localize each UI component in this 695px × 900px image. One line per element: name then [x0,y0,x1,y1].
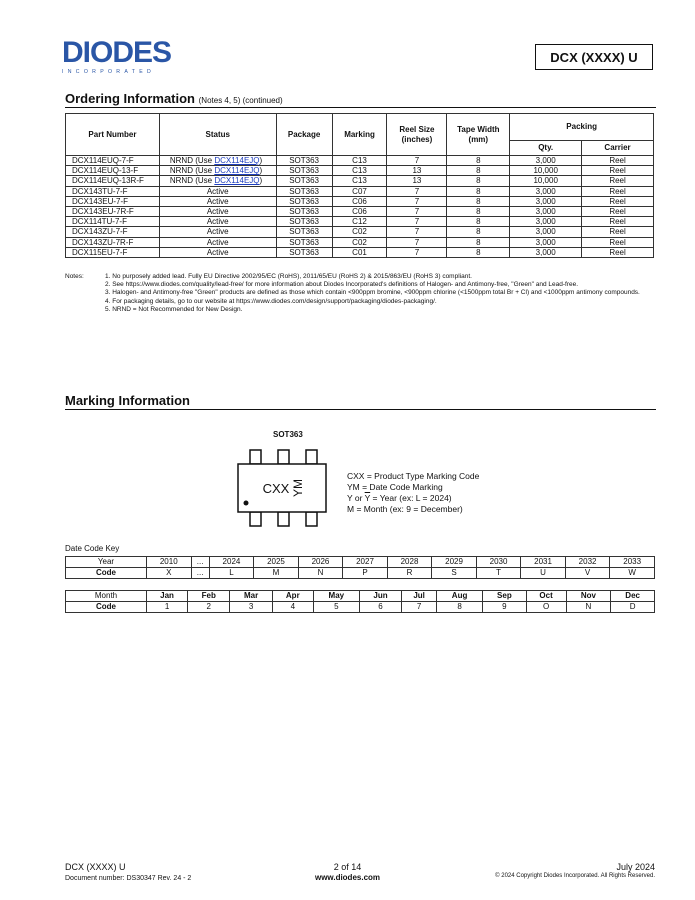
ordering-row [66,237,654,247]
pin1-dot [244,501,249,506]
cell-tape-width: 8 [447,237,510,247]
month-code-cell: 1 [147,602,188,613]
cell-carrier: Reel [582,237,654,247]
cell-status [159,156,276,166]
cell-reel-size: 7 [387,196,447,206]
package-label: SOT363 [273,430,303,439]
cell-tape-width: 8 [447,156,510,166]
logo-subtitle: INCORPORATED [62,69,156,75]
cell-status: Active [159,196,276,206]
note-item: 2. See https://www.diodes.com/quality/lead-free/ for more information about Diodes Incorporated's definitions of Halogen- and Antimony-free, "Green" and Lead-free. [105,281,579,289]
month-cell: Jul [402,591,437,602]
year-cell: 2028 [387,557,432,568]
month-code-cell: 5 [313,602,359,613]
status-text: ) [259,176,263,186]
year-code-cell: V [565,568,610,579]
year-code-cell: M [254,568,299,579]
month-cell: Nov [566,591,611,602]
diodes-logo [62,38,171,75]
cell-qty: 3,000 [510,196,582,206]
month-code-cell: D [611,602,655,613]
th-qty: Qty. [510,141,582,156]
cell-package: SOT363 [276,196,332,206]
status-text: NRND (Use [169,156,215,165]
ordering-title-text: Ordering Information [65,91,195,106]
year-cell: 2026 [298,557,343,568]
cell-tape-width: 8 [447,176,510,186]
cell-part-number: DCX114TU-7-F [66,217,160,227]
cell-part-number: DCX143ZU-7R-F [66,237,160,247]
cell-carrier: Reel [582,247,654,257]
status-text: NRND (Use [169,176,215,186]
cell-status [159,166,276,176]
code-header: Code [66,568,147,579]
cell-qty: 10,000 [510,176,582,186]
year-cell: 2025 [254,557,299,568]
month-code-table [65,590,655,613]
cell-part-number: DCX143EU-7R-F [66,207,160,217]
year-cell: 2027 [343,557,388,568]
replacement-part-link[interactable]: DCX114EJQ [214,156,260,165]
footer-date: July 2024 [616,862,655,872]
cell-marking: C02 [332,227,387,237]
cell-status: Active [159,217,276,227]
cell-package: SOT363 [276,166,332,176]
year-code-cell: T [476,568,521,579]
year-code-cell: W [610,568,655,579]
marking-legend [347,471,479,515]
cell-tape-width: 8 [447,166,510,176]
year-code-cell: P [343,568,388,579]
month-cell: Jan [147,591,188,602]
cell-carrier: Reel [582,176,654,186]
cell-carrier: Reel [582,196,654,206]
cell-reel-size: 7 [387,227,447,237]
cell-carrier: Reel [582,186,654,196]
cell-reel-size: 13 [387,166,447,176]
th-part-number: Part Number [66,114,160,156]
cell-marking: C13 [332,156,387,166]
year-code-table [65,556,655,579]
cell-tape-width: 8 [447,247,510,257]
cell-tape-width: 8 [447,227,510,237]
cell-tape-width: 8 [447,217,510,227]
year-code-cell: S [432,568,477,579]
footer-doc-number: Document number: DS30347 Rev. 24 - 2 [65,875,192,882]
year-cell: 2010 [147,557,192,568]
th-carrier: Carrier [582,141,654,156]
month-cell: Mar [230,591,272,602]
month-code-cell: 3 [230,602,272,613]
cell-marking: C06 [332,207,387,217]
replacement-part-link[interactable]: DCX114EJQ [214,176,260,186]
year-header: Year [66,557,147,568]
cell-package: SOT363 [276,186,332,196]
cell-tape-width: 8 [447,207,510,217]
ordering-row [66,217,654,227]
year-cell: ... [191,557,209,568]
month-code-cell: 2 [188,602,230,613]
sot363-marking-diagram [232,448,332,528]
year-code-cell: X [147,568,192,579]
footer-copyright: © 2024 Copyright Diodes Incorporated. All Rights Reserved. [495,873,655,879]
month-code-cell: O [526,602,566,613]
th-packing: Packing [510,114,654,141]
cell-part-number: DCX115EU-7-F [66,247,160,257]
cell-carrier: Reel [582,217,654,227]
cell-package: SOT363 [276,237,332,247]
year-cell: 2029 [432,557,477,568]
cell-carrier: Reel [582,207,654,217]
legend-line-month: M = Month (ex: 9 = December) [347,504,463,514]
note-item: 5. NRND = Not Recommended for New Design. [105,305,243,313]
cell-tape-width: 8 [447,196,510,206]
ordering-title [65,91,283,106]
th-reel-size: Reel Size (inches) [387,114,447,156]
cell-marking: C13 [332,166,387,176]
cell-reel-size: 7 [387,247,447,257]
cell-part-number: DCX114EUQ-13-F [66,166,160,176]
ordering-row [66,207,654,217]
cell-package: SOT363 [276,247,332,257]
footer-page: 2 of 14 [333,862,362,872]
part-number-box: DCX (XXXX) U [535,44,653,70]
month-code-header: Code [66,602,147,613]
month-header: Month [66,591,147,602]
ordering-row [66,186,654,196]
month-code-cell: 7 [402,602,437,613]
cell-qty: 10,000 [510,166,582,176]
cell-part-number: DCX114EUQ-7-F [66,156,160,166]
footer-part: DCX (XXXX) U [65,862,126,872]
year-cell: 2032 [565,557,610,568]
cell-carrier: Reel [582,227,654,237]
th-package: Package [276,114,332,156]
ordering-row [66,166,654,176]
cell-package: SOT363 [276,176,332,186]
note-item: 1. No purposely added lead. Fully EU Directive 2002/95/EC (RoHS), 2011/65/EU (RoHS 2) & 2015/863/EU (RoHS 3) compliant. [105,273,472,280]
ordering-rule [65,107,656,108]
cell-status [159,176,276,186]
cell-part-number: DCX143ZU-7-F [66,227,160,237]
ordering-row [66,247,654,257]
cell-qty: 3,000 [510,156,582,166]
month-cell: Feb [188,591,230,602]
cell-package: SOT363 [276,156,332,166]
th-status: Status [159,114,276,156]
cell-package: SOT363 [276,207,332,217]
month-cell: Jun [359,591,401,602]
notes-block [65,273,655,314]
status-text: NRND (Use [169,166,215,176]
month-cell: May [313,591,359,602]
cell-reel-size: 7 [387,186,447,196]
logo-wordmark: DIODES [62,36,172,69]
notes-label: Notes: [65,273,84,280]
month-cell: Aug [437,591,483,602]
month-cell: Sep [483,591,527,602]
cell-qty: 3,000 [510,227,582,237]
cell-reel-size: 7 [387,237,447,247]
legend-line-ym: YM = Date Code Marking [347,482,443,492]
cell-reel-size: 13 [387,176,447,186]
year-code-cell: R [387,568,432,579]
th-tape-width: Tape Width (mm) [447,114,510,156]
ordering-row [66,196,654,206]
ordering-table [65,113,654,258]
chip-date-code-text: YM [291,479,305,497]
date-code-key-label: Date Code Key [65,544,120,553]
year-code-cell: U [521,568,566,579]
cell-qty: 3,000 [510,247,582,257]
cell-carrier: Reel [582,166,654,176]
ordering-row [66,227,654,237]
year-cell: 2030 [476,557,521,568]
month-code-cell: 8 [437,602,483,613]
month-cell: Oct [526,591,566,602]
cell-qty: 3,000 [510,217,582,227]
cell-marking: C12 [332,217,387,227]
cell-marking: C02 [332,237,387,247]
cell-reel-size: 7 [387,217,447,227]
cell-reel-size: 7 [387,207,447,217]
year-cell: 2031 [521,557,566,568]
cell-qty: 3,000 [510,186,582,196]
year-cell: 2024 [209,557,254,568]
cell-status: Active [159,227,276,237]
cell-marking: C01 [332,247,387,257]
cell-status: Active [159,237,276,247]
cell-package: SOT363 [276,217,332,227]
status-text: ) [259,166,263,176]
cell-status: Active [159,186,276,196]
cell-marking: C06 [332,196,387,206]
note-item: 4. For packaging details, go to our website at https://www.diodes.com/design/support/packaging/diodes-packaging/. [105,297,437,305]
cell-tape-width: 8 [447,186,510,196]
footer-website[interactable]: www.diodes.com [314,873,381,882]
cell-carrier: Reel [582,156,654,166]
year-code-cell: N [298,568,343,579]
cell-marking: C07 [332,186,387,196]
cell-qty: 3,000 [510,237,582,247]
legend-line-year: Y or $\overline{Y}$ = Year (ex: L = 2024) [347,493,452,503]
cell-package: SOT363 [276,227,332,237]
year-cell: 2033 [610,557,655,568]
cell-status: Active [159,247,276,257]
replacement-part-link[interactable]: DCX114EJQ [214,166,260,176]
status-text: ) [259,156,263,165]
chip-marking-text: CXX [262,481,290,496]
note-item: 3. Halogen- and Antimony-free "Green" products are defined as those which contain <900ppm bromine, <900ppm chlorine (<1500ppm total Br + Cl) and <1000ppm antimony compounds. [105,289,640,297]
marking-rule [65,409,656,410]
year-code-cell: ... [191,568,209,579]
cell-part-number: DCX114EUQ-13R-F [66,176,160,186]
ordering-row [66,176,654,186]
year-code-cell: L [209,568,254,579]
month-code-cell: 9 [483,602,527,613]
cell-status: Active [159,207,276,217]
cell-part-number: DCX143EU-7-F [66,196,160,206]
legend-line-cxx: CXX = Product Type Marking Code [347,471,480,481]
ordering-title-note: (Notes 4, 5) (continued) [198,96,283,105]
marking-title: Marking Information [65,393,190,408]
cell-marking: C13 [332,176,387,186]
month-code-cell: 4 [272,602,313,613]
month-code-cell: N [566,602,611,613]
cell-reel-size: 7 [387,156,447,166]
month-cell: Dec [611,591,655,602]
th-marking: Marking [332,114,387,156]
cell-part-number: DCX143TU-7-F [66,186,160,196]
ordering-row [66,156,654,166]
month-cell: Apr [272,591,313,602]
cell-qty: 3,000 [510,207,582,217]
month-code-cell: 6 [359,602,401,613]
